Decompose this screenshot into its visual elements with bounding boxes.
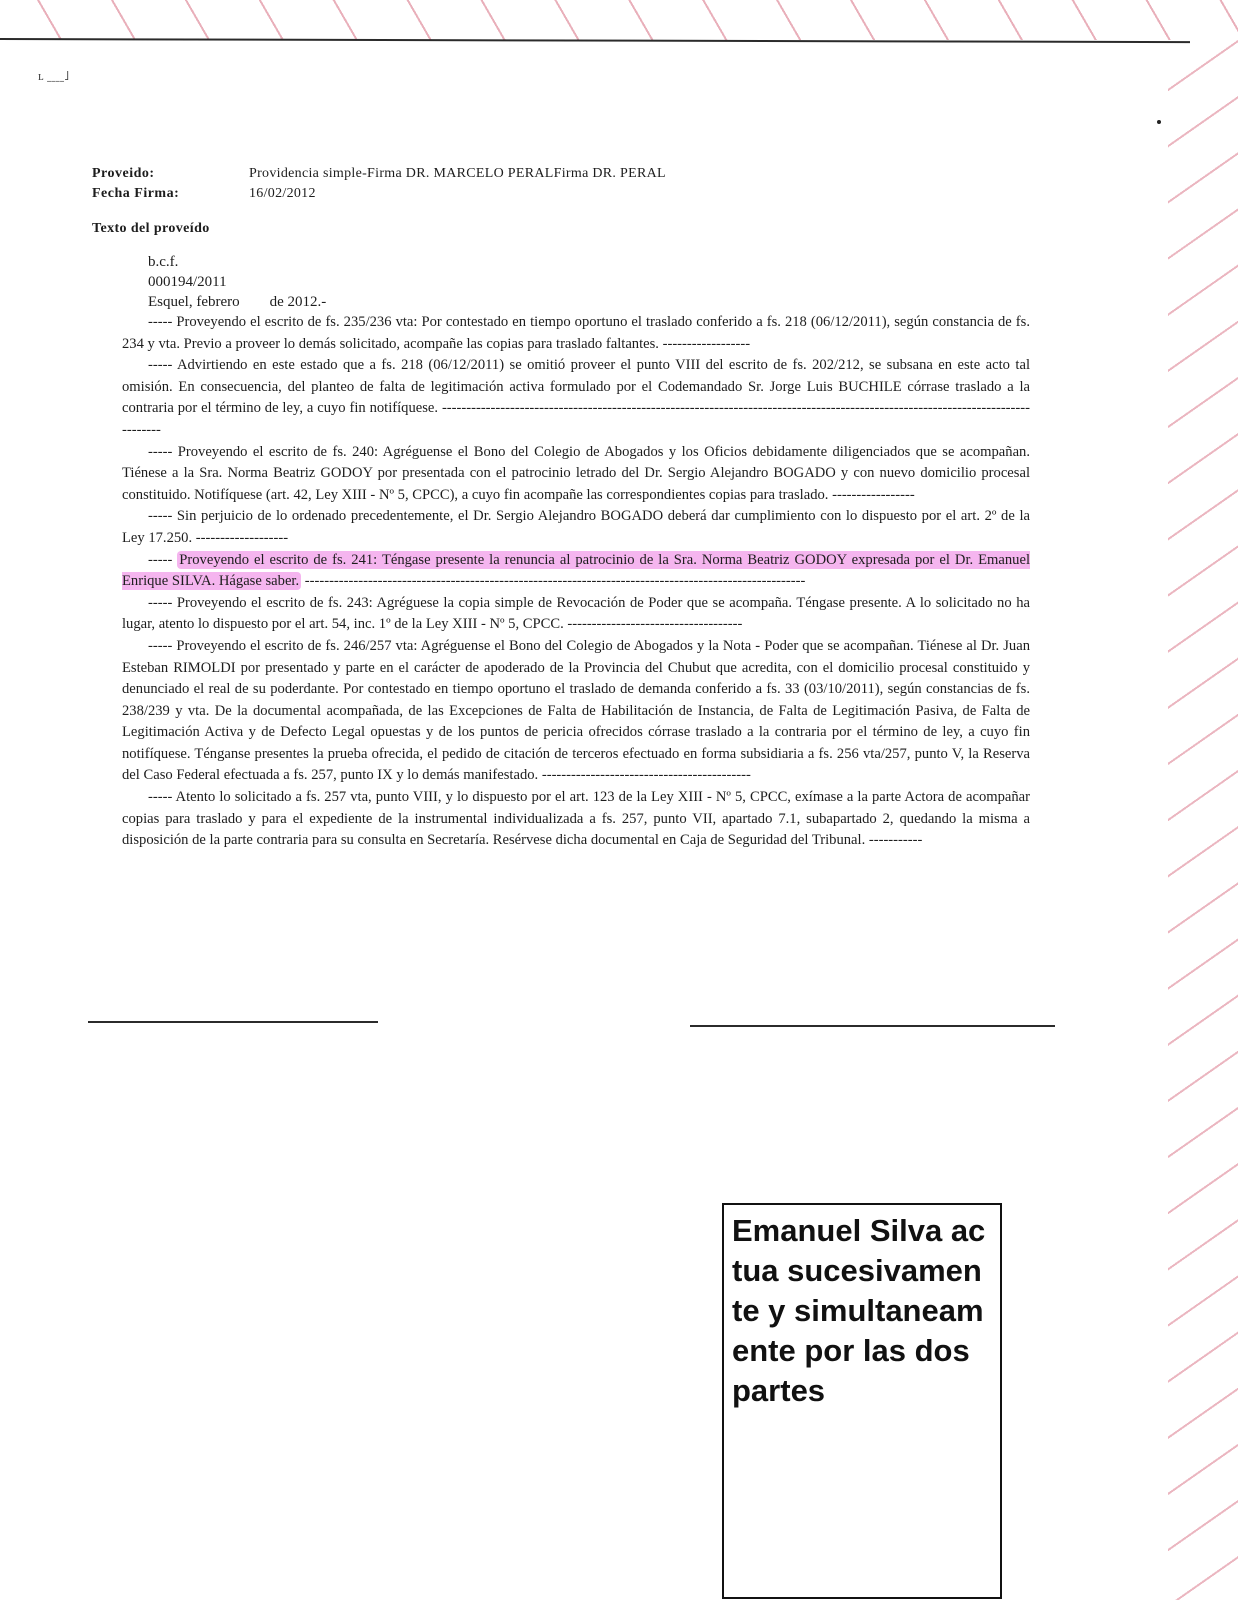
paragraph-4: ----- Sin perjuicio de lo ordenado precedentemente, el Dr. Sergio Alejandro BOGADO deberá dar cumplimiento con lo dispuesto por el art. 2º de la Ley 17.250. ------------------- <box>122 508 1030 546</box>
paragraph-8: ----- Atento lo solicitado a fs. 257 vta, punto VIII, y lo dispuesto por el art. 123 de la Ley XIII - Nº 5, CPCC, exímase a la parte Actora de acompañar copias para traslado y para el expediente de la instrumental individualizada a fs. 257, punto VII, apartado 7.1, subapartado 2, quedando la misma a disposición de la parte contraria para su consulta en Secretaría. Resérvese dicha documental en Caja de Seguridad del Tribunal. ----------- <box>122 789 1030 849</box>
paragraph-2: ----- Advirtiendo en este estado que a fs. 218 (06/12/2011) se omitió proveer el punto VIII del escrito de fs. 202/212, se subsana en este acto tal omisión. En consecuencia, del planteo de falta de legitimación activa formulado por el Codemandado Sr. Jorge Luis BUCHILE córrase traslado a la contraria por el término de ley, a cuyo fin notifíquese. --------------------------------------------------------------------------------------------------------------------------------- <box>122 357 1030 438</box>
paragraph-7: ----- Proveyendo el escrito de fs. 246/257 vta: Agréguense el Bono del Colegio de Abogados y la Nota - Poder que se acompañan. Tiénese al Dr. Juan Esteban RIMOLDI por presentado y parte en el carácter de apoderado de la Provincia del Chubut que acredita, con el domicilio procesal constituido y denunciado el real de su poderdante. Por contestado en tiempo oportuno el traslado de demanda conferido a fs. 33 (03/10/2011), según constancias de fs. 238/239 y vta. De la documental acompañada, de las Excepciones de Falta de Habilitación de Instancia, de Falta de Legitimación Pasiva, de Falta de Legitimación Activa y de Defecto Legal opuestas y de los puntos de pericia ofrecidos córrase traslado a la contraria por el término de ley, a cuyo fin notifíquese. Ténganse presentes la prueba ofrecida, el pedido de citación de terceros efectuado en forma subsidiaria a fs. 256 vta/257, punto V, la Reserva del Caso Federal efectuada a fs. 257, punto IX y lo demás manifestado. ------------------------------------------- <box>122 637 1030 784</box>
decorative-hatch-right <box>1168 40 1238 1600</box>
fecha-value: 16/02/2012 <box>249 186 316 201</box>
proveido-value: Providencia simple-Firma DR. MARCELO PERALFirma DR. PERAL <box>249 166 666 181</box>
bottom-rule-right <box>690 1025 1055 1027</box>
ref-line-1: b.c.f. <box>148 254 179 270</box>
paragraph-5-prefix: ----- <box>148 551 178 568</box>
highlighted-renuncia: Proveyendo el escrito de fs. 241: Téngase presente la renuncia al patrocinio de la Sra. Norma Beatriz GODOY expresada por el Dr. Emanuel Enrique SILVA. Hágase saber. <box>122 551 1030 590</box>
proveido-row <box>92 164 666 184</box>
paragraph-6: ----- Proveyendo el escrito de fs. 243: Agréguese la copia simple de Revocación de Poder que se acompaña. Téngase presente. A lo solicitado no ha lugar, atento lo dispuesto por el art. 54, inc. 1º de la Ley XIII - Nº 5, CPCC. ------------------------------------ <box>122 594 1030 633</box>
case-references <box>148 252 326 312</box>
fecha-row <box>92 184 666 204</box>
scan-dot <box>1157 120 1161 124</box>
scan-mark: ʟ ˍˍˍˍ˩ <box>38 68 70 83</box>
decorative-hatch-top <box>0 0 1238 40</box>
fecha-label: Fecha Firma: <box>92 186 180 201</box>
proveido-body <box>122 312 1030 852</box>
texto-title: Texto del proveído <box>92 221 210 236</box>
ref-line-3: Esquel, febrero de 2012.- <box>148 294 327 310</box>
annotation-note-box <box>722 1203 1002 1599</box>
proveido-label: Proveido: <box>92 166 155 181</box>
paragraph-5-suffix: ------------------------------------------------------------------------------------------------------- <box>301 573 806 590</box>
document-meta <box>92 164 666 204</box>
paragraph-3: ----- Proveyendo el escrito de fs. 240: Agréguense el Bono del Colegio de Abogados y los Oficios debidamente diligenciados que se acompañan. Tiénese a la Sra. Norma Beatriz GODOY por presentada con el patrocinio letrado del Dr. Sergio Alejandro BOGADO y con nuevo domicilio procesal constituido. Notifíquese (art. 42, Ley XIII - Nº 5, CPCC), a cuyo fin acompañe las correspondientes copias para traslado. ----------------- <box>122 443 1030 503</box>
ref-line-2: 000194/2011 <box>148 274 227 290</box>
paragraph-1: ----- Proveyendo el escrito de fs. 235/236 vta: Por contestado en tiempo oportuno el traslado conferido a fs. 218 (06/12/2011), según constancia de fs. 234 y vta. Previo a proveer lo demás solicitado, acompañe las copias para traslado faltantes. ------------------ <box>122 314 1030 352</box>
paragraph-5 <box>122 550 1030 593</box>
annotation-note-text: Emanuel Silva actua sucesivamente y simultaneamente por las dos partes <box>732 1213 986 1408</box>
bottom-rule-left <box>88 1021 378 1023</box>
